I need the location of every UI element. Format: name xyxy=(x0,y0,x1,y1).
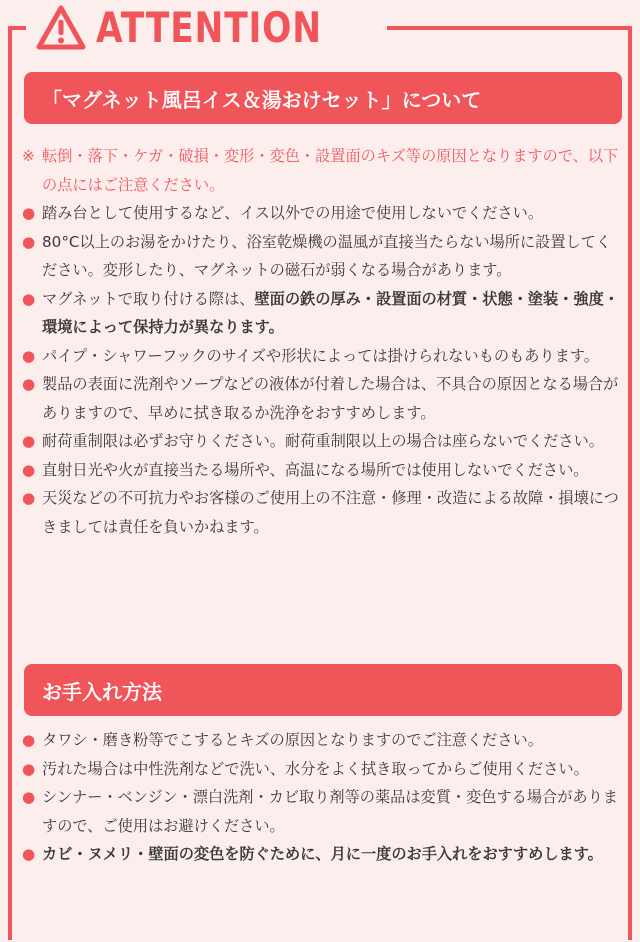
list-item xyxy=(22,726,626,755)
list-item xyxy=(22,370,626,427)
list-item-text: 80°C以上のお湯をかけたり、浴室乾燥機の温風が直接当たらない場所に設置してください。変形したり、マグネットの磁石が弱くなる場合があります。 xyxy=(42,232,612,279)
list-item-text: カビ・ヌメリ・壁面の変色を防ぐために、月に一度のお手入れをおすすめします。 xyxy=(42,845,603,863)
list-item xyxy=(22,342,626,371)
list-item-text: 直射日光や火が直接当たる場所や、高温になる場所では使用しないでください。 xyxy=(42,460,589,479)
attention-header xyxy=(26,0,387,56)
list-item xyxy=(22,484,626,541)
bullet-icon: ● xyxy=(22,375,36,393)
note-text: 転倒・落下・ケガ・破損・変形・変色・設置面のキズ等の原因となりますので、以下の点にはご注意ください。 xyxy=(42,147,619,194)
section-heading-usage xyxy=(24,72,622,124)
bullet-icon: ● xyxy=(22,845,36,863)
list-item-text: 天災などの不可抗力やお客様のご使用上の不注意・修理・改造による故障・損壊につきましては責任を負いかねます。 xyxy=(42,489,619,536)
list-item-text: タワシ・磨き粉等でこするとキズの原因となりますのでご注意ください。 xyxy=(42,731,543,749)
list-item-text: シンナー・ベンジン・漂白洗剤・カビ取り剤等の薬品は変質・変色する場合がありますので、ご使用はお避けください。 xyxy=(42,788,618,835)
bullet-icon: ● xyxy=(22,289,36,308)
list-item-text: 汚れた場合は中性洗剤などで洗い、水分をよく拭き取ってからご使用ください。 xyxy=(42,759,589,778)
bullet-icon: ● xyxy=(22,788,36,806)
bullet-icon: ● xyxy=(22,346,36,365)
list-item xyxy=(22,199,626,228)
list-item xyxy=(22,456,626,485)
list-item-text: パイプ・シャワーフックのサイズや形状によっては掛けられないものもあります。 xyxy=(42,346,599,365)
bullet-icon: ● xyxy=(22,759,36,778)
list-item xyxy=(22,228,626,285)
section-heading-care xyxy=(24,664,622,716)
list-item-text: 踏み台として使用するなど、イス以外での用途で使用しないでください。 xyxy=(42,204,544,222)
bullet-icon: ● xyxy=(22,489,36,507)
warning-triangle-icon xyxy=(36,5,86,51)
section-heading-text: お手入れ方法 xyxy=(42,679,162,704)
list-item xyxy=(22,840,626,869)
bullet-icon: ● xyxy=(22,232,36,251)
bullet-icon: ● xyxy=(22,204,36,222)
list-item-text: 製品の表面に洗剤やソープなどの液体が付着した場合は、不具合の原因となる場合がありますので、早めに拭き取るか洗浄をおすすめします。 xyxy=(42,375,619,422)
page-title: ATTENTION xyxy=(96,3,322,52)
bullet-icon: ● xyxy=(22,432,36,450)
list-item-highlight: 壁面の鉄の厚み・設置面の材質・状態・塗装・強度・環境によって保持力が異なります。 xyxy=(42,289,619,336)
list-item-text: 耐荷重制限は必ずお守りください。耐荷重制限以上の場合は座らないでください。 xyxy=(42,432,604,450)
list-item xyxy=(22,427,626,456)
bullet-icon: ● xyxy=(22,731,36,749)
list-item xyxy=(22,783,626,840)
usage-caution-list xyxy=(22,142,626,541)
care-list xyxy=(22,726,626,869)
list-item xyxy=(22,755,626,784)
bullet-icon: ● xyxy=(22,460,36,479)
list-item-lead: マグネットで取り付ける際は、 xyxy=(42,289,255,308)
list-item xyxy=(22,285,626,342)
note-mark: ※ xyxy=(22,147,35,165)
section-heading-text: 「マグネット風呂イス＆湯おけセット」について xyxy=(42,87,482,112)
caution-note xyxy=(22,142,626,199)
